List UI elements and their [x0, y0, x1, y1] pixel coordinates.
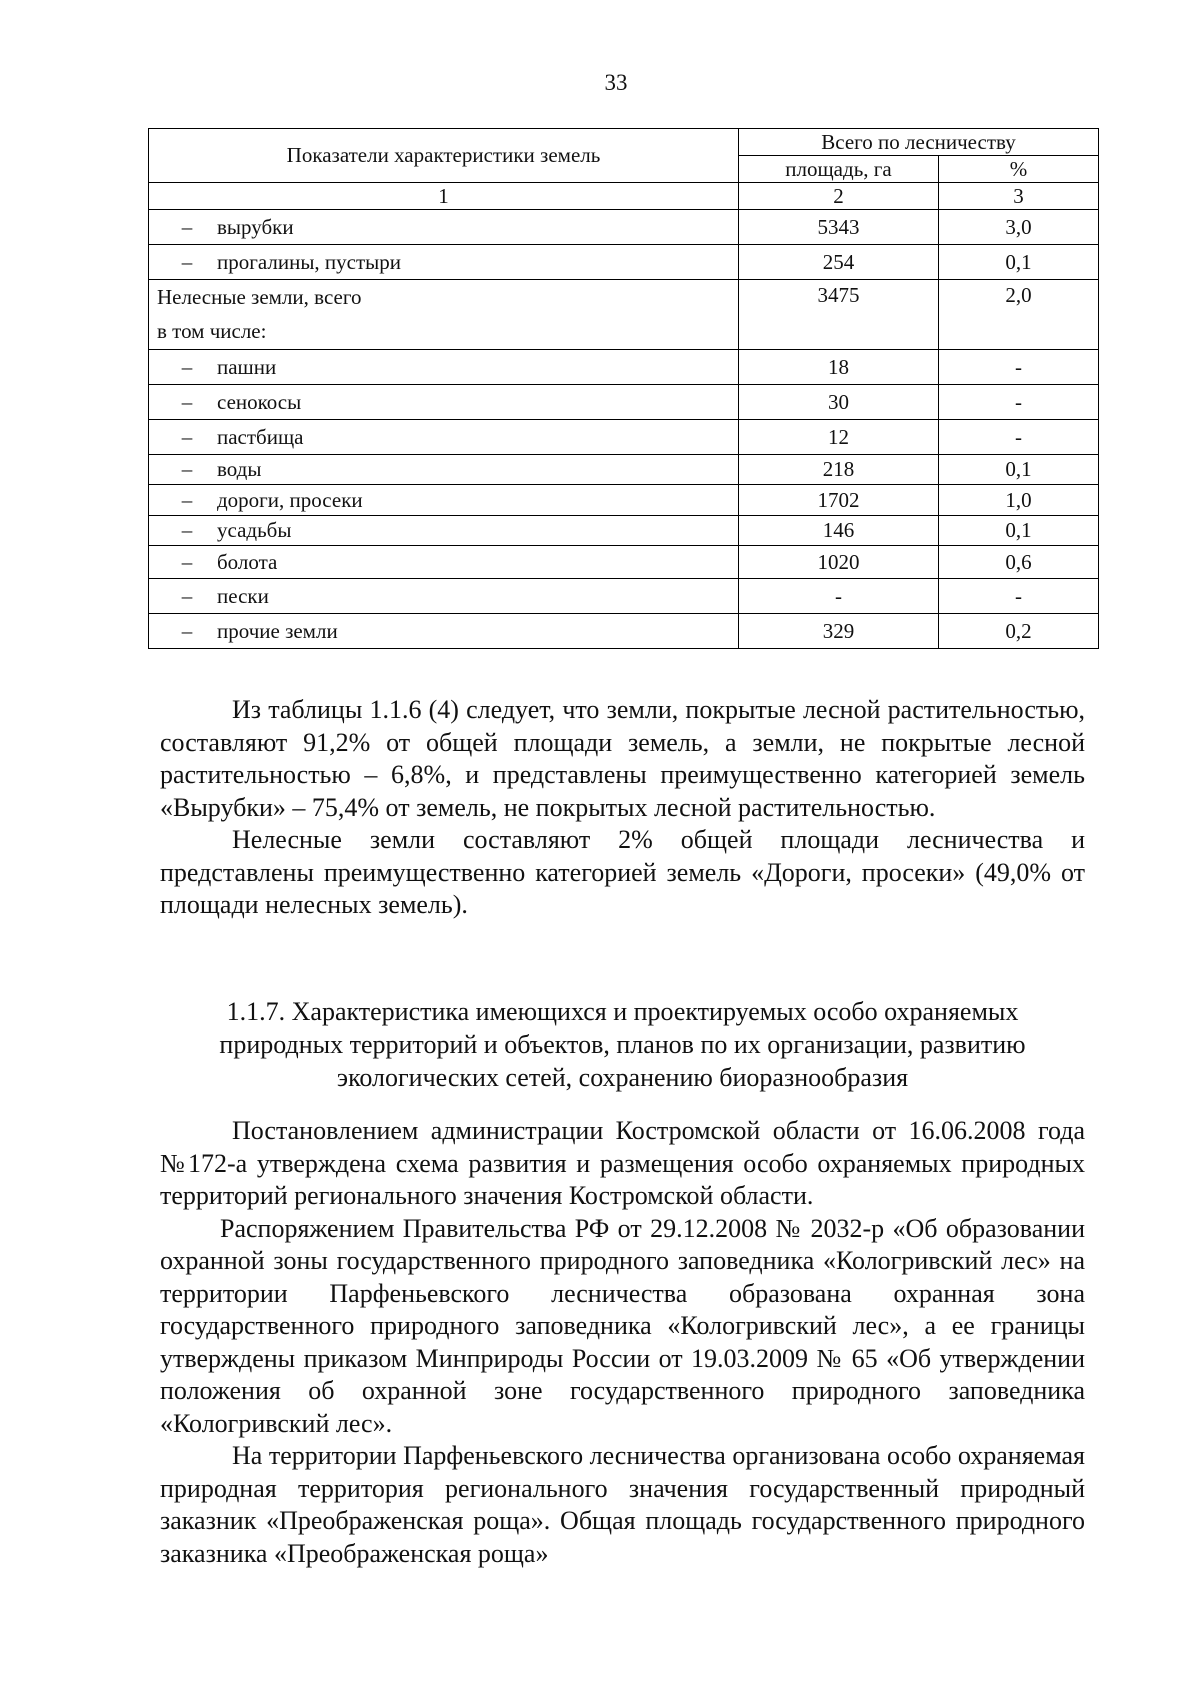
- section-heading-line: природных территорий и объектов, планов по их организации, развитию: [219, 1030, 1026, 1059]
- row-label: [149, 245, 739, 280]
- row-percent: -: [939, 420, 1099, 455]
- dash-marker: –: [181, 549, 193, 574]
- row-area: 3475: [739, 280, 939, 350]
- table-row: [149, 280, 1099, 350]
- row-percent: 0,1: [939, 455, 1099, 485]
- row-label-text: прогалины, пустыри: [217, 249, 402, 274]
- row-percent: 0,2: [939, 614, 1099, 649]
- section-heading: [160, 995, 1085, 1094]
- row-area: 12: [739, 420, 939, 455]
- row-area: 1020: [739, 546, 939, 579]
- row-label-text: дороги, просеки: [217, 487, 363, 512]
- row-percent: 0,6: [939, 546, 1099, 579]
- dash-marker: –: [181, 457, 193, 481]
- table-row: [149, 420, 1099, 455]
- row-area: 5343: [739, 210, 939, 245]
- paragraph: Из таблицы 1.1.6 (4) следует, что земли, покрытые лесной растительностью, составляют 91,2% от общей площади земель, а земли, не покрытые лесной растительностью – 6,8%, и представлены преимущественно категорией земель «Вырубки» – 75,4% от земель, не покрытых лесной растительностью.: [160, 695, 1085, 822]
- paragraph: На территории Парфеньевского лесничества организована особо охраняемая природная территория регионального значения государственный природный заказник «Преображенская роща». Общая площадь государственного природного заказника «Преображенская роща»: [160, 1441, 1085, 1568]
- row-label: [149, 210, 739, 245]
- row-label-text: пастбища: [217, 424, 304, 449]
- dash-marker: –: [181, 424, 193, 449]
- table-row: [149, 350, 1099, 385]
- section-heading-line: 1.1.7. Характеристика имеющихся и проектируемых особо охраняемых: [226, 997, 1019, 1026]
- table-header-area: площадь, га: [739, 156, 939, 183]
- page-number: 33: [604, 70, 628, 95]
- table-row: [149, 485, 1099, 516]
- row-label: [149, 385, 739, 420]
- dash-marker: –: [181, 518, 193, 542]
- row-percent: -: [939, 350, 1099, 385]
- table-header-indicators: Показатели характеристики земель: [149, 129, 739, 183]
- row-label-text: пашни: [217, 354, 277, 379]
- land-characteristics-table: [148, 128, 1099, 649]
- table-header-percent: %: [939, 156, 1099, 183]
- row-label: [149, 455, 739, 485]
- section-heading-line: экологических сетей, сохранению биоразнообразия: [336, 1063, 909, 1092]
- row-area: 218: [739, 455, 939, 485]
- row-percent: 2,0: [939, 280, 1099, 350]
- row-label-text: сенокосы: [217, 389, 302, 414]
- row-label: [149, 546, 739, 579]
- protected-areas-text: [160, 1115, 1085, 1570]
- dash-marker: –: [181, 214, 193, 239]
- row-label-text: воды: [217, 457, 262, 481]
- row-label-text: пески: [217, 583, 269, 608]
- dash-marker: –: [181, 618, 193, 643]
- dash-marker: –: [181, 249, 193, 274]
- row-area: 30: [739, 385, 939, 420]
- row-label: [149, 350, 739, 385]
- row-percent: 0,1: [939, 245, 1099, 280]
- row-label-text: Нелесные земли, всего: [157, 285, 362, 309]
- row-label: [149, 280, 739, 350]
- row-area: -: [739, 579, 939, 614]
- row-label: [149, 516, 739, 546]
- row-area: 1702: [739, 485, 939, 516]
- row-percent: 1,0: [939, 485, 1099, 516]
- table-header-total: Всего по лесничеству: [739, 129, 1099, 156]
- row-label: [149, 579, 739, 614]
- paragraph: Нелесные земли составляют 2% общей площади лесничества и представлены преимущественно категорией земель «Дороги, просеки» (49,0% от площади нелесных земель).: [160, 825, 1085, 919]
- dash-marker: –: [181, 583, 193, 608]
- row-label-text: вырубки: [217, 214, 294, 239]
- summary-text: [160, 694, 1085, 922]
- table-row: [149, 210, 1099, 245]
- row-area: 146: [739, 516, 939, 546]
- row-label-subtext: в том числе:: [157, 319, 267, 343]
- table-col-number: 2: [739, 183, 939, 210]
- dash-marker: –: [181, 487, 193, 512]
- row-label-text: прочие земли: [217, 618, 338, 643]
- row-label-text: болота: [217, 549, 278, 574]
- row-percent: 0,1: [939, 516, 1099, 546]
- row-percent: 3,0: [939, 210, 1099, 245]
- row-area: 254: [739, 245, 939, 280]
- dash-marker: –: [181, 354, 193, 379]
- paragraph: Распоряжением Правительства РФ от 29.12.2008 № 2032-р «Об образовании охранной зоны государственного природного заповедника «Кологривский лес» на территории Парфеньевского лесничества образована охранная зона государственного природного заповедника «Кологривский лес», а ее границы утверждены приказом Минприроды России от 19.03.2009 № 65 «Об утверждении положения об охранной зоне государственного природного заповедника «Кологривский лес».: [160, 1213, 1085, 1438]
- table-row: [149, 546, 1099, 579]
- table-row: [149, 245, 1099, 280]
- row-percent: -: [939, 579, 1099, 614]
- table-row: [149, 516, 1099, 546]
- table-row: [149, 579, 1099, 614]
- row-area: 329: [739, 614, 939, 649]
- row-label: [149, 614, 739, 649]
- table-row: [149, 614, 1099, 649]
- row-label-text: усадьбы: [217, 518, 292, 542]
- row-label: [149, 485, 739, 516]
- paragraph: Постановлением администрации Костромской области от 16.06.2008 года №172-а утверждена схема развития и размещения особо охраняемых природных территорий регионального значения Костромской области.: [160, 1116, 1085, 1210]
- row-label: [149, 420, 739, 455]
- dash-marker: –: [181, 389, 193, 414]
- row-area: 18: [739, 350, 939, 385]
- row-percent: -: [939, 385, 1099, 420]
- table-col-number: 3: [939, 183, 1099, 210]
- table-row: [149, 385, 1099, 420]
- table-row: [149, 455, 1099, 485]
- table-col-number: 1: [149, 183, 739, 210]
